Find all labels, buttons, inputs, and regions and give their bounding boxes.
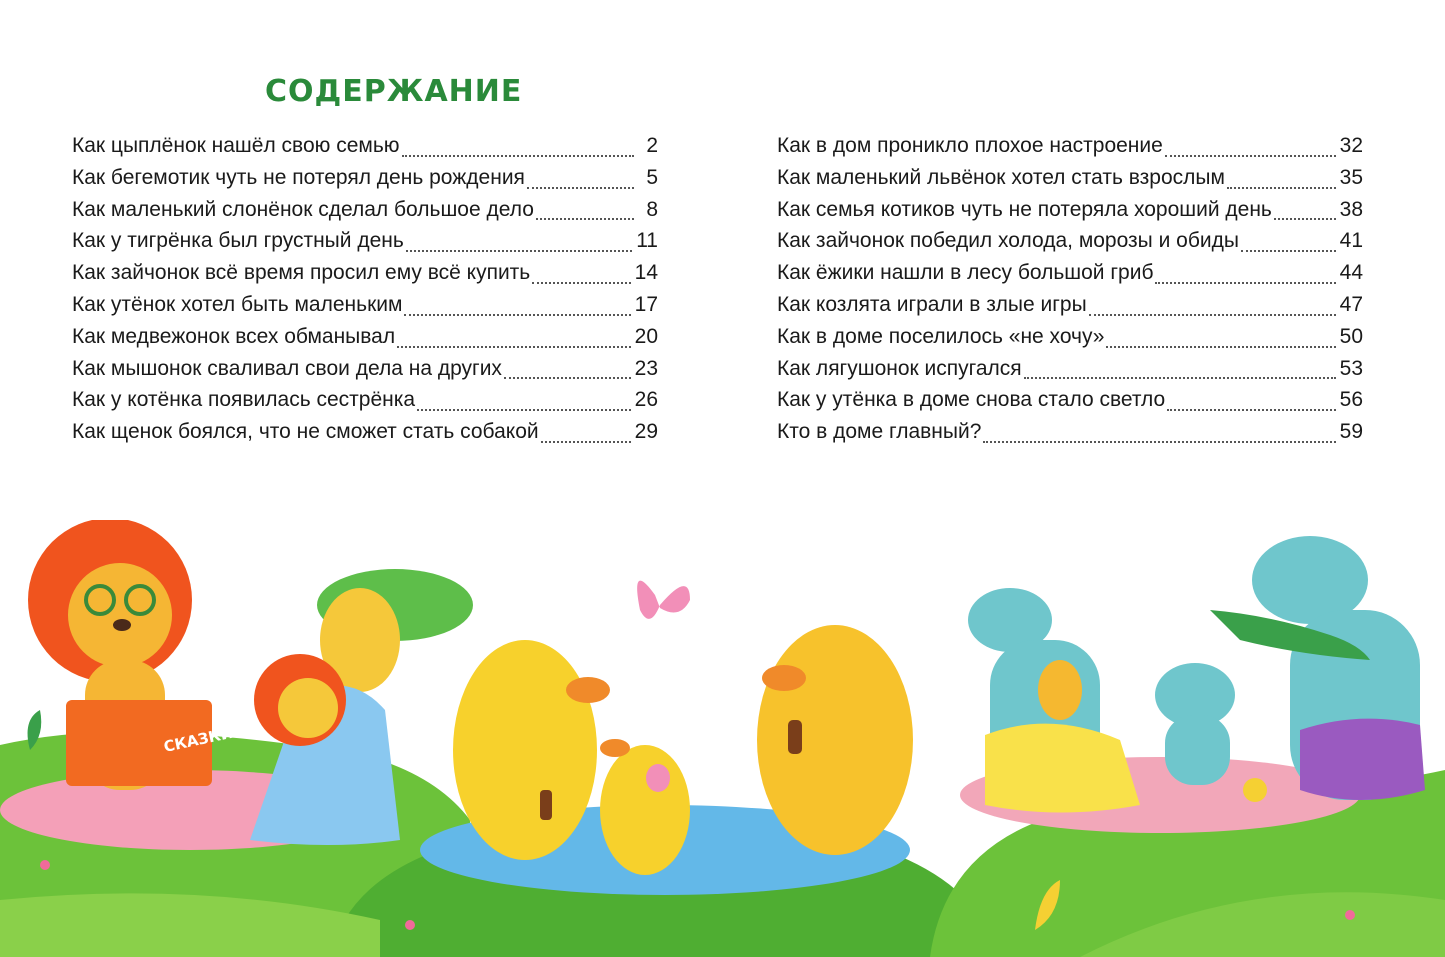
toc-entry-page: 38	[1339, 197, 1363, 221]
toc-entry-title: Как зайчонок всё время просил ему всё купить	[72, 261, 531, 285]
toc-entry-title: Кто в доме главный?	[777, 420, 982, 444]
flower-icon	[1345, 910, 1355, 920]
toc-dot-leader	[541, 437, 631, 443]
toc-entry[interactable]	[72, 388, 658, 420]
toc-dot-leader	[504, 373, 631, 379]
duck-left-body	[453, 640, 597, 860]
toc-dot-leader	[397, 342, 631, 348]
toc-entry-title: Как у котёнка появилась сестрёнка	[72, 388, 416, 412]
toc-entry[interactable]	[777, 229, 1363, 261]
toc-entry-page: 29	[634, 420, 658, 444]
toc-entry[interactable]	[777, 388, 1363, 420]
toc-entry-page: 26	[634, 388, 658, 412]
toc-dot-leader	[532, 278, 630, 284]
ice-cream-stick-left	[540, 790, 552, 820]
toc-entry[interactable]	[72, 166, 658, 198]
hippo-mother-skirt	[985, 724, 1140, 813]
toc-entry-page: 20	[634, 324, 658, 348]
toc-dot-leader	[1089, 310, 1336, 316]
toc-dot-leader	[536, 214, 634, 220]
toc-entry-title: Как бегемотик чуть не потерял день рождения	[72, 165, 525, 189]
toc-entry-page: 41	[1339, 229, 1363, 253]
toc-entry-page: 44	[1339, 261, 1363, 285]
toc-entry-page: 47	[1339, 292, 1363, 316]
toc-dot-leader	[1024, 373, 1336, 379]
duck-right-beak	[762, 665, 806, 691]
toc-entry-page: 8	[646, 197, 658, 221]
toc-entry[interactable]	[777, 166, 1363, 198]
toc-entry-title: Как мышонок сваливал свои дела на других	[72, 356, 502, 380]
lion-cub-face	[278, 678, 338, 738]
toc-left-column	[72, 134, 658, 452]
toc-dot-leader	[404, 310, 630, 316]
duckling-body	[600, 745, 690, 875]
toc-dot-leader	[1155, 278, 1335, 284]
toc-entry-page: 50	[1339, 324, 1363, 348]
toc-right-column	[777, 134, 1363, 452]
toc-dot-leader	[983, 437, 1335, 443]
toc-entry-title: Как в дом проникло плохое настроение	[777, 134, 1163, 157]
toc-entry-title: Как ёжики нашли в лесу большой гриб	[777, 261, 1154, 285]
toc-dot-leader	[527, 183, 634, 189]
ice-cream-stick-right	[788, 720, 802, 754]
toc-entry[interactable]	[72, 325, 658, 357]
toc-entry[interactable]	[777, 357, 1363, 389]
flower-icon	[40, 860, 50, 870]
toc-entry-title: Как цыплёнок нашёл свою семью	[72, 134, 400, 157]
toc-entry-page: 17	[634, 292, 658, 316]
toc-entry-page: 32	[1339, 134, 1363, 157]
toc-entry-page: 35	[1339, 165, 1363, 189]
ice-cream-cone	[646, 764, 670, 792]
toc-entry-page: 2	[646, 134, 658, 157]
hippo-child-body	[1165, 715, 1230, 785]
butterfly-icon	[637, 581, 690, 619]
toc-entry[interactable]	[777, 325, 1363, 357]
toc-entry-title: Как у тигрёнка был грустный день	[72, 229, 404, 253]
toc-entry-page: 11	[636, 229, 658, 253]
toc-dot-leader	[1167, 405, 1335, 411]
toc-dot-leader	[1165, 151, 1336, 157]
toc-entry[interactable]	[777, 198, 1363, 230]
toc-entry-title: Как семья котиков чуть не потеряла хороший день	[777, 197, 1272, 221]
toc-entry[interactable]	[777, 261, 1363, 293]
toc-entry[interactable]	[72, 134, 658, 166]
lion-nose	[113, 619, 131, 631]
toc-entry-title: Как козлята играли в злые игры	[777, 292, 1087, 316]
ball-icon	[1243, 778, 1267, 802]
toc-dot-leader	[1241, 246, 1336, 252]
toc-dot-leader	[406, 246, 632, 252]
toc-entry-page: 56	[1339, 388, 1363, 412]
duck-left-beak	[566, 677, 610, 703]
toc-entry[interactable]	[72, 229, 658, 261]
toc-dot-leader	[1106, 342, 1335, 348]
toc-dot-leader	[402, 151, 634, 157]
toc-entry-title: Как маленький слонёнок сделал большое дело	[72, 197, 534, 221]
storybook-label: СКАЗКИ	[162, 723, 235, 756]
toc-entry-title: Как медвежонок всех обманывал	[72, 324, 396, 348]
lion-face	[68, 563, 172, 667]
duck-right-body	[757, 625, 913, 855]
picnic-illustration	[0, 520, 1445, 957]
toc-entry-page: 53	[1339, 356, 1363, 380]
toc-entry-title: Как у утёнка в доме снова стало светло	[777, 388, 1166, 412]
toc-entry-title: Как маленький львёнок хотел стать взрослым	[777, 165, 1225, 189]
pineapple-icon	[1038, 660, 1082, 720]
toc-entry-title: Как щенок боялся, что не сможет стать собакой	[72, 420, 539, 444]
flower-icon	[405, 920, 415, 930]
toc-entry[interactable]	[72, 420, 658, 452]
toc-entry-page: 14	[634, 261, 658, 285]
toc-entry[interactable]	[72, 261, 658, 293]
toc-entry-page: 5	[646, 165, 658, 189]
toc-entry-title: Как лягушонок испугался	[777, 356, 1022, 380]
toc-entry-title: Как утёнок хотел быть маленьким	[72, 292, 403, 316]
page-title: СОДЕРЖАНИЕ	[265, 74, 523, 109]
toc-dot-leader	[1274, 214, 1336, 220]
hippo-father-pants	[1300, 719, 1425, 800]
toc-entry-title: Как зайчонок победил холода, морозы и обиды	[777, 229, 1239, 253]
toc-entry[interactable]	[72, 357, 658, 389]
toc-dot-leader	[417, 405, 631, 411]
toc-entry[interactable]	[777, 134, 1363, 166]
duckling-beak	[600, 739, 630, 757]
toc-entry[interactable]	[72, 293, 658, 325]
toc-entry[interactable]	[72, 198, 658, 230]
toc-entry-page: 23	[634, 356, 658, 380]
toc-entry[interactable]	[777, 420, 1363, 452]
toc-dot-leader	[1227, 183, 1336, 189]
toc-entry-page: 59	[1339, 420, 1363, 444]
toc-entry-title: Как в доме поселилось «не хочу»	[777, 324, 1105, 348]
toc-entry[interactable]	[777, 293, 1363, 325]
